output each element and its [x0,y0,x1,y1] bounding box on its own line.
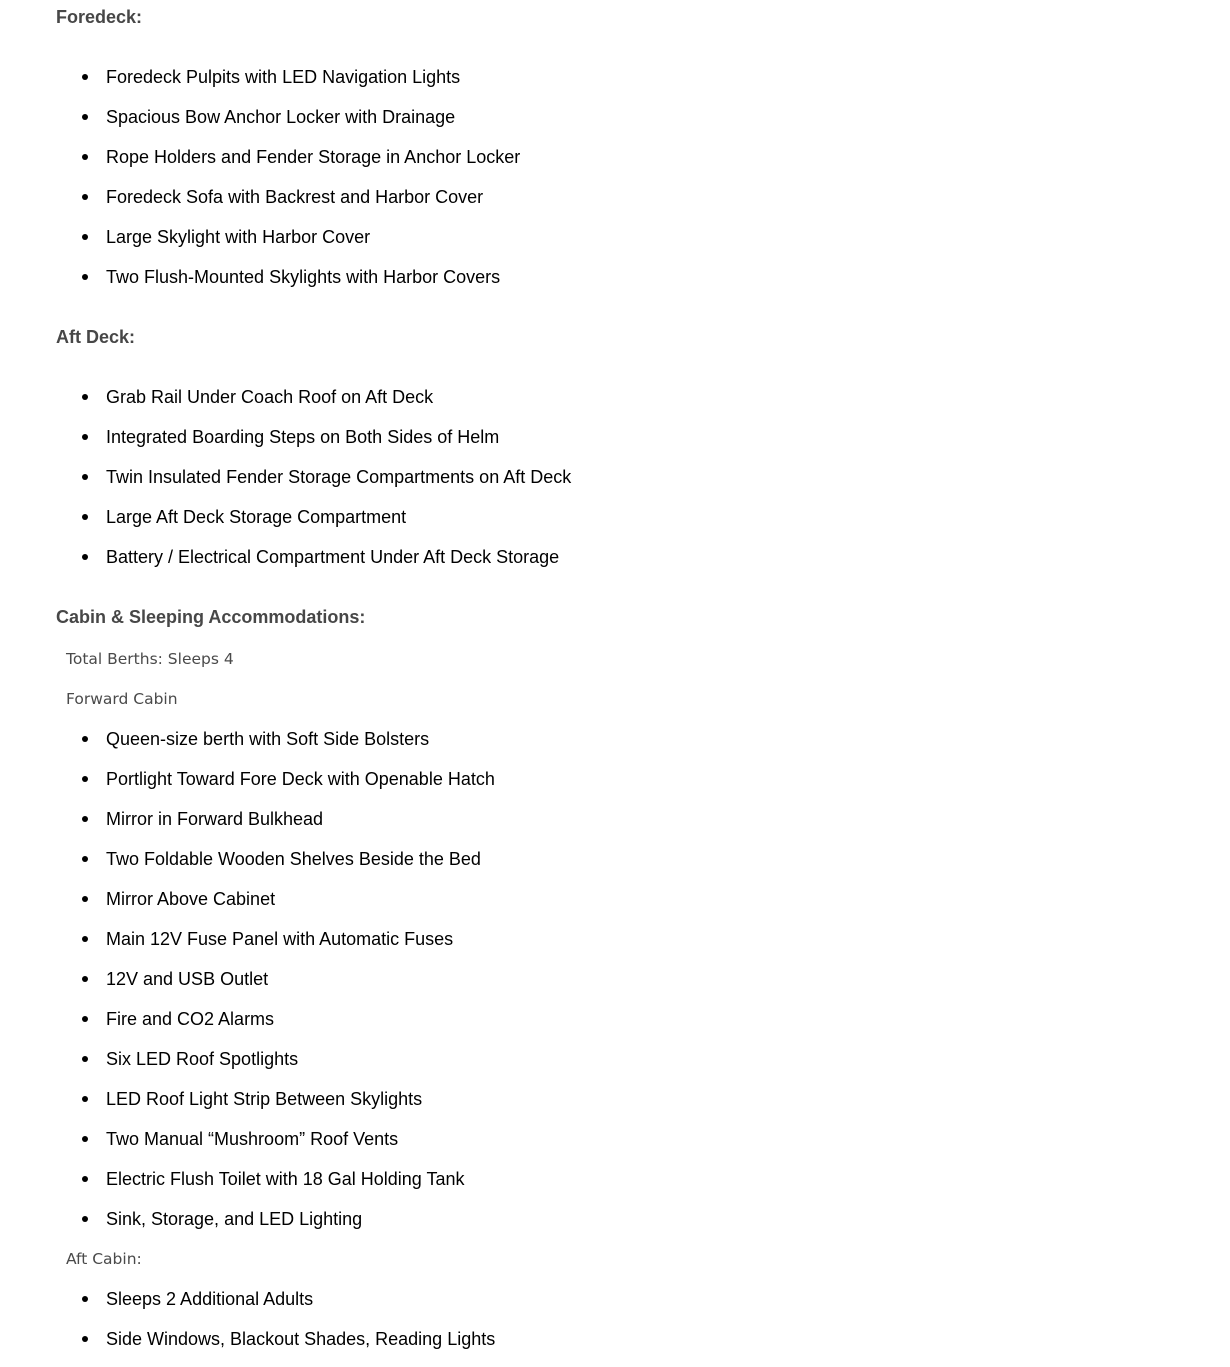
bullet-icon [82,194,88,200]
foredeck-list [0,65,520,305]
list-item-text: Twin Insulated Fender Storage Compartments on Aft Deck [106,467,572,487]
list-item-text: Large Skylight with Harbor Cover [106,227,371,247]
list-item-text: Foredeck Sofa with Backrest and Harbor Cover [106,187,484,207]
bullet-icon [82,1136,88,1142]
list-item [0,727,495,767]
list-item [0,225,520,265]
list-item [0,385,571,425]
bullet-icon [82,776,88,782]
list-item [0,545,571,585]
list-item-text: Two Manual “Mushroom” Roof Vents [106,1129,399,1149]
list-item [0,1167,495,1207]
list-item [0,425,571,465]
list-item [0,1087,495,1127]
list-item-text: 12V and USB Outlet [106,969,269,989]
list-item-text: LED Roof Light Strip Between Skylights [106,1089,423,1109]
bullet-icon [82,154,88,160]
bullet-icon [82,274,88,280]
bullet-icon [82,936,88,942]
bullet-icon [82,816,88,822]
list-item-text: Main 12V Fuse Panel with Automatic Fuses [106,929,454,949]
list-item-text: Fire and CO2 Alarms [106,1009,275,1029]
aft-cabin-list [0,1287,495,1367]
list-item-text: Mirror in Forward Bulkhead [106,809,324,829]
list-item-text: Portlight Toward Fore Deck with Openable Hatch [106,769,495,789]
list-item [0,1207,495,1247]
list-item-text: Battery / Electrical Compartment Under Aft Deck Storage [106,547,560,567]
bullet-icon [82,976,88,982]
total-berths-text: Total Berths: Sleeps 4 [66,650,234,668]
list-item [0,887,495,927]
list-item [0,767,495,807]
list-item [0,105,520,145]
bullet-icon [82,896,88,902]
list-item [0,505,571,545]
aft-deck-list [0,385,571,585]
list-item-text: Sink, Storage, and LED Lighting [106,1209,363,1229]
list-item-text: Rope Holders and Fender Storage in Anchor Locker [106,147,521,167]
list-item-text: Six LED Roof Spotlights [106,1049,299,1069]
bullet-icon [82,1216,88,1222]
list-item [0,465,571,505]
list-item-text: Side Windows, Blackout Shades, Reading Lights [106,1329,496,1349]
bullet-icon [82,1296,88,1302]
list-item-text: Electric Flush Toilet with 18 Gal Holding Tank [106,1169,465,1189]
list-item [0,927,495,967]
list-item [0,145,520,185]
bullet-icon [82,1336,88,1342]
list-item-text: Grab Rail Under Coach Roof on Aft Deck [106,387,434,407]
list-item [0,1007,495,1047]
list-item-text: Two Flush-Mounted Skylights with Harbor Covers [106,267,501,287]
list-item [0,1287,495,1327]
list-item [0,1327,495,1367]
bullet-icon [82,234,88,240]
list-item [0,967,495,1007]
list-item-text: Two Foldable Wooden Shelves Beside the Bed [106,849,481,869]
aft-deck-heading: Aft Deck: [56,327,136,347]
bullet-icon [82,736,88,742]
list-item-text: Queen-size berth with Soft Side Bolsters [106,729,430,749]
forward-cabin-list [0,727,495,1247]
bullet-icon [82,1176,88,1182]
cabin-heading: Cabin & Sleeping Accommodations: [56,607,366,627]
list-item-text: Spacious Bow Anchor Locker with Drainage [106,107,456,127]
list-item [0,847,495,887]
list-item-text: Large Aft Deck Storage Compartment [106,507,407,527]
list-item-text: Mirror Above Cabinet [106,889,276,909]
bullet-icon [82,1056,88,1062]
bullet-icon [82,1016,88,1022]
list-item [0,65,520,105]
list-item-text: Foredeck Pulpits with LED Navigation Lights [106,67,461,87]
list-item [0,807,495,847]
list-item [0,185,520,225]
list-item [0,1047,495,1087]
list-item [0,1127,495,1167]
bullet-icon [82,856,88,862]
bullet-icon [82,514,88,520]
bullet-icon [82,394,88,400]
forward-cabin-subheading: Forward Cabin [66,690,178,708]
bullet-icon [82,74,88,80]
bullet-icon [82,114,88,120]
bullet-icon [82,1096,88,1102]
bullet-icon [82,434,88,440]
list-item [0,265,520,305]
bullet-icon [82,554,88,560]
list-item-text: Integrated Boarding Steps on Both Sides of Helm [106,427,500,447]
bullet-icon [82,474,88,480]
list-item-text: Sleeps 2 Additional Adults [106,1289,314,1309]
aft-cabin-subheading: Aft Cabin: [66,1250,142,1268]
foredeck-heading: Foredeck: [56,7,143,27]
